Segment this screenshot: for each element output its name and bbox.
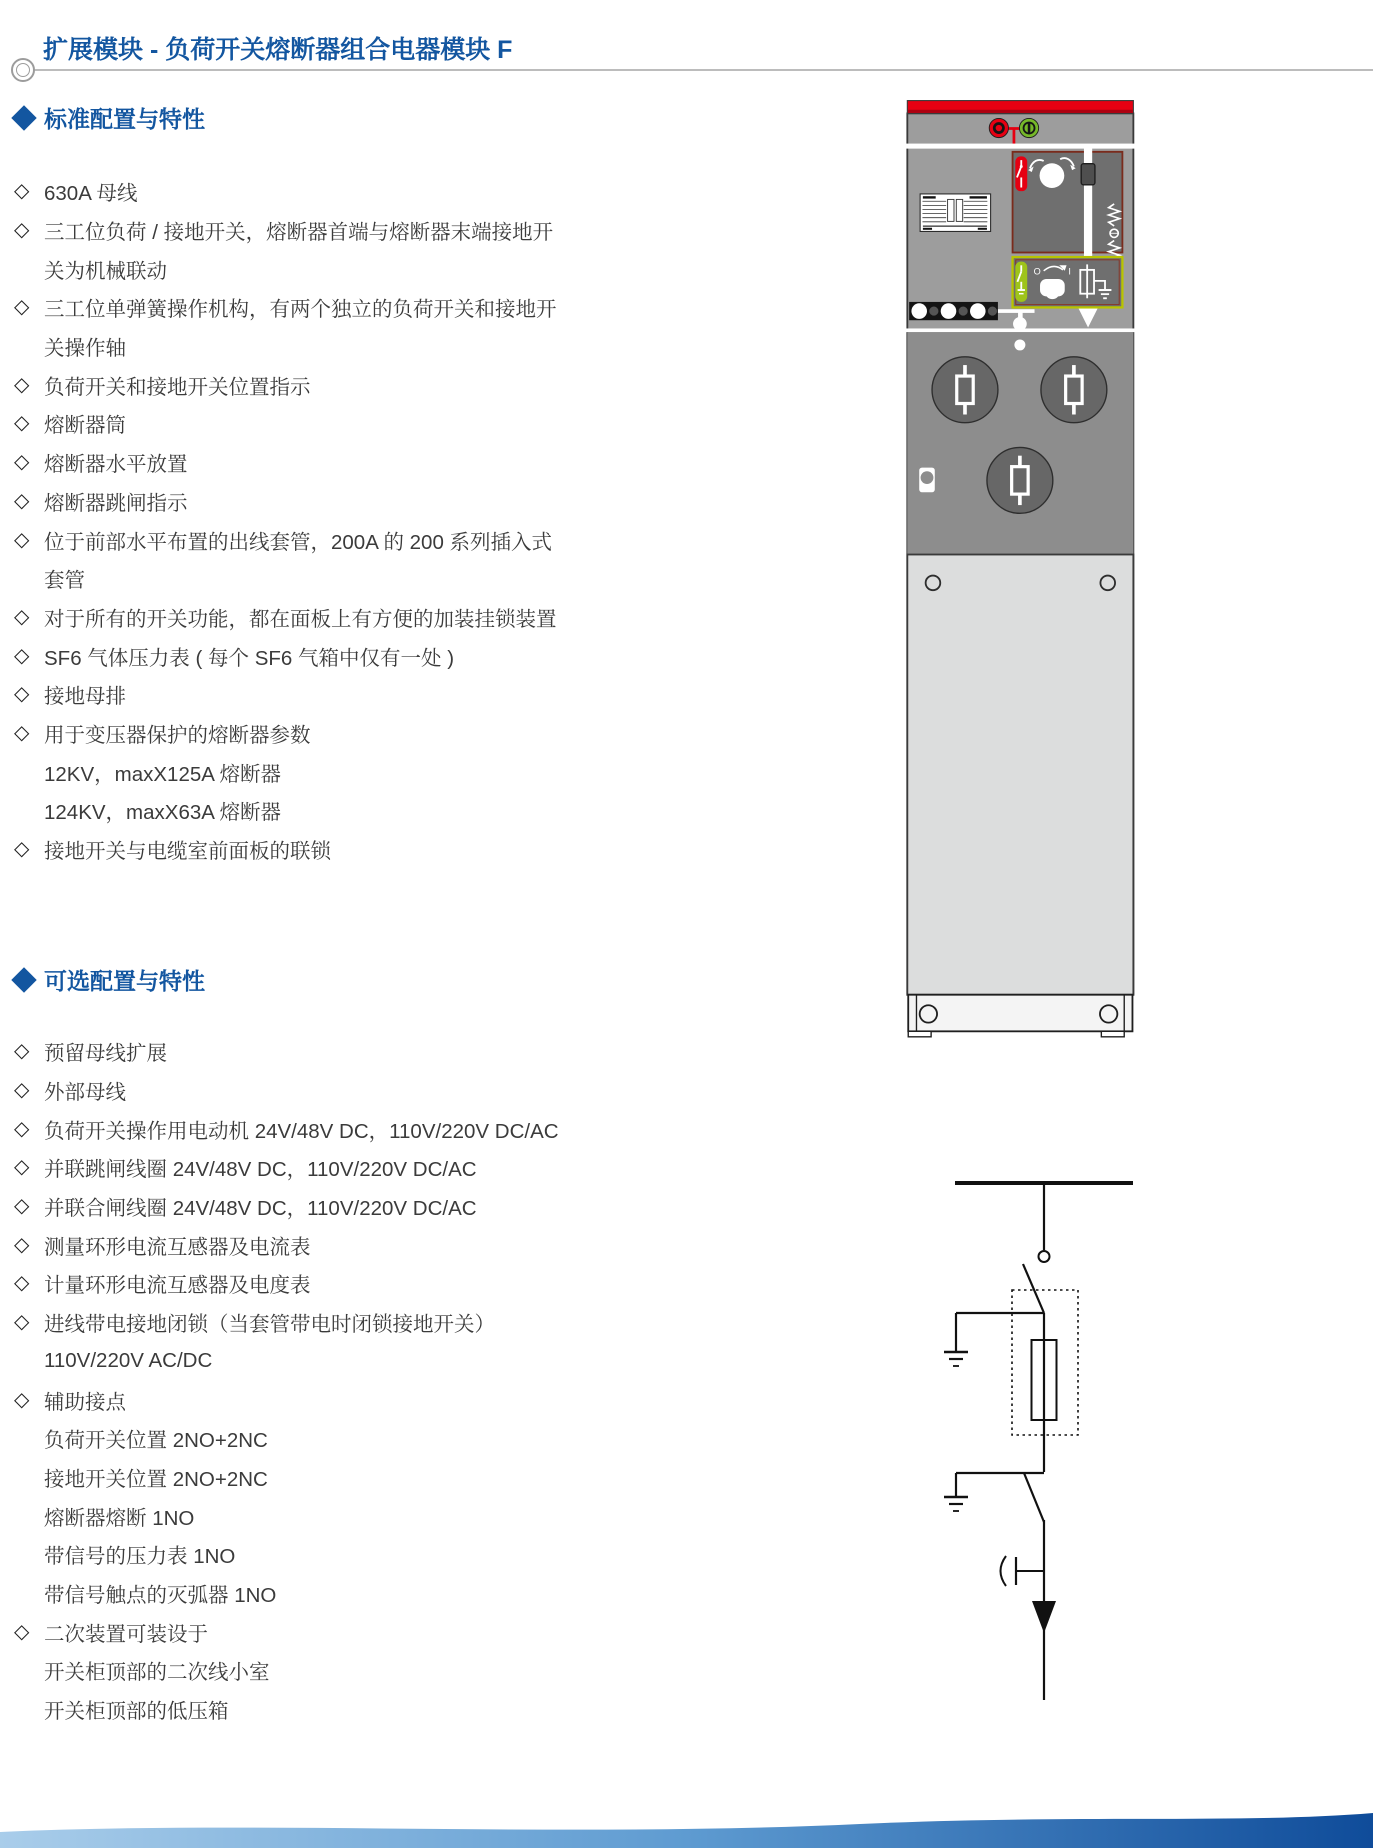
- feature-line: [14, 1187, 874, 1226]
- diamond-bullet-icon: ◇: [14, 1272, 30, 1295]
- diamond-bullet-icon: ◇: [14, 451, 30, 474]
- load-switch-blade: [1023, 1264, 1044, 1313]
- off-button-icon: [989, 118, 1008, 137]
- diamond-bullet-icon: ◇: [14, 1620, 30, 1643]
- feature-text: 负荷开关操作用电动机 24V/48V DC，110V/220V DC/AC: [44, 1119, 559, 1143]
- page-title: 扩展模块 - 负荷开关熔断器组合电器模块 F: [43, 36, 513, 64]
- feature-line: [14, 1264, 874, 1303]
- diamond-bullet-icon: ◇: [14, 219, 30, 242]
- section-heading-optional: [15, 963, 205, 996]
- diamond-bullet-icon: ◇: [14, 1388, 30, 1411]
- feature-text: 并联跳闸线圈 24V/48V DC，110V/220V DC/AC: [44, 1158, 477, 1182]
- feature-line: [14, 211, 874, 250]
- feature-line: [14, 1380, 874, 1419]
- panel-handle: [919, 468, 935, 493]
- footer-wave: [0, 1808, 1373, 1848]
- feature-line: [14, 1612, 874, 1651]
- earth-symbol: [944, 1497, 968, 1511]
- feature-text: 关为机械联动: [44, 259, 167, 283]
- operating-shaft-hole: [1040, 163, 1065, 188]
- filled-diamond-icon: [11, 967, 36, 992]
- diamond-bullet-icon: ◇: [14, 489, 30, 512]
- diamond-bullet-icon: ◇: [14, 1156, 30, 1179]
- feature-text: 辅助接点: [44, 1390, 126, 1414]
- diamond-bullet-icon: ◇: [14, 683, 30, 706]
- feature-line: [14, 288, 874, 327]
- single-line-diagram: [930, 1170, 1160, 1715]
- feature-text: 对于所有的开关功能，都在面板上有方便的加装挂锁装置: [44, 607, 557, 631]
- feature-text: 124KV，maxX63A 熔断器: [44, 801, 281, 825]
- lower-switch-blade: [1024, 1473, 1044, 1522]
- feature-text: 并联合闸线圈 24V/48V DC，110V/220V DC/AC: [44, 1197, 477, 1221]
- feature-text: 开关柜顶部的二次线小室: [44, 1661, 270, 1685]
- header-divider: [34, 69, 1373, 71]
- feature-line: [14, 636, 874, 675]
- optional-feature-list: [14, 1032, 874, 1728]
- fuse-cover-icon: [1041, 357, 1107, 423]
- feature-text: 接地开关位置 2NO+2NC: [44, 1467, 268, 1491]
- diamond-bullet-icon: ◇: [14, 180, 30, 203]
- cabinet-top-red-bar: [907, 101, 1133, 114]
- feature-text: 负荷开关位置 2NO+2NC: [44, 1429, 268, 1453]
- feature-line: [14, 1071, 874, 1110]
- feature-line: [14, 1496, 874, 1535]
- diamond-bullet-icon: ◇: [14, 1233, 30, 1256]
- feature-text: 外部母线: [44, 1081, 126, 1105]
- feature-line: [14, 830, 874, 869]
- fuse-cover-icon: [932, 357, 998, 423]
- diamond-bullet-icon: ◇: [14, 412, 30, 435]
- load-switch-position-indicator-icon: [1015, 156, 1027, 191]
- feature-line: [14, 1574, 874, 1613]
- section-heading-standard: [15, 101, 205, 134]
- diamond-bullet-icon: ◇: [14, 644, 30, 667]
- diamond-bullet-icon: ◇: [14, 721, 30, 744]
- feature-line: [14, 1032, 874, 1071]
- feature-line: [14, 791, 874, 830]
- feature-line: [14, 365, 874, 404]
- feature-text: 熔断器熔断 1NO: [44, 1506, 195, 1530]
- feature-line: [14, 1651, 874, 1690]
- feature-text: 带信号触点的灭弧器 1NO: [44, 1583, 277, 1607]
- diamond-bullet-icon: ◇: [14, 1079, 30, 1102]
- feature-line: [14, 404, 874, 443]
- feature-text: 12KV，maxX125A 熔断器: [44, 762, 281, 786]
- feature-line: [14, 1225, 874, 1264]
- feature-text: 接地开关与电缆室前面板的联锁: [44, 840, 331, 864]
- feature-text: 进线带电接地闭锁（当套管带电时闭锁接地开关）: [44, 1313, 495, 1337]
- feature-line: [14, 752, 874, 791]
- feature-line: [14, 1690, 874, 1729]
- diamond-bullet-icon: ◇: [14, 528, 30, 551]
- filled-diamond-icon: [11, 105, 36, 130]
- earth-switch-mimic-panel: [1013, 257, 1123, 307]
- feature-text: 位于前部水平布置的出线套管，200A 的 200 系列插入式: [44, 530, 553, 554]
- section-heading-text: 标准配置与特性: [44, 106, 205, 132]
- feature-text: 带信号的压力表 1NO: [44, 1545, 236, 1569]
- feature-line: [14, 1419, 874, 1458]
- feature-text: 负荷开关和接地开关位置指示: [44, 375, 311, 399]
- feature-line: [14, 675, 874, 714]
- feature-text: 预留母线扩展: [44, 1042, 167, 1066]
- feature-text: 关操作轴: [44, 337, 126, 361]
- feature-line: [14, 249, 874, 288]
- feature-line: [14, 327, 874, 366]
- feature-line: [14, 482, 874, 521]
- feature-line: [14, 1535, 874, 1574]
- feature-line: [14, 1342, 874, 1381]
- diamond-bullet-icon: ◇: [14, 838, 30, 861]
- diamond-bullet-icon: ◇: [14, 605, 30, 628]
- isolating-point: [1039, 1251, 1050, 1262]
- capacitive-tap-icon: [1001, 1556, 1045, 1586]
- feature-line: [14, 714, 874, 753]
- padlock-slot: [1081, 164, 1095, 185]
- feature-text: 熔断器水平放置: [44, 453, 188, 477]
- standard-feature-list: [14, 172, 874, 868]
- diamond-bullet-icon: ◇: [14, 373, 30, 396]
- feature-line: [14, 520, 874, 559]
- cable-compartment-cover: [907, 555, 1133, 995]
- arc-label-I: I: [1068, 266, 1071, 277]
- diamond-bullet-icon: ◇: [14, 1040, 30, 1063]
- feature-text: 测量环形电流互感器及电流表: [44, 1235, 311, 1259]
- cabinet-base: [908, 995, 1132, 1037]
- feature-line: [14, 1458, 874, 1497]
- feature-line: [14, 443, 874, 482]
- feature-line: [14, 1303, 874, 1342]
- voltage-indicator-strip: [909, 302, 998, 320]
- feature-text: 630A 母线: [44, 182, 138, 206]
- feature-text: 三工位负荷 / 接地开关，熔断器首端与熔断器末端接地开: [44, 221, 554, 245]
- feature-text: 接地母排: [44, 685, 126, 709]
- feeder-arrow: [1032, 1601, 1056, 1633]
- feature-text: SF6 气体压力表 ( 每个 SF6 气箱中仅有一处 ): [44, 646, 455, 670]
- diamond-bullet-icon: ◇: [14, 1117, 30, 1140]
- feature-text: 二次装置可装设于: [44, 1622, 208, 1646]
- feature-text: 套管: [44, 569, 85, 593]
- rating-nameplate: [920, 194, 990, 232]
- feature-text: 三工位单弹簧操作机构，有两个独立的负荷开关和接地开: [44, 298, 557, 322]
- front-white-stripe: [905, 144, 1136, 149]
- mimic-link-line: [998, 309, 1035, 313]
- fuse-cover-icon: [987, 447, 1053, 513]
- section-heading-text: 可选配置与特性: [44, 968, 205, 994]
- on-button-icon: [1019, 118, 1038, 137]
- feature-line: [14, 1148, 874, 1187]
- feature-text: 用于变压器保护的熔断器参数: [44, 723, 311, 747]
- feature-line: [14, 172, 874, 211]
- diamond-bullet-icon: ◇: [14, 1195, 30, 1218]
- feature-text: 110V/220V AC/DC: [44, 1348, 213, 1372]
- feature-line: [14, 559, 874, 598]
- arc-label-O: O: [1033, 266, 1041, 277]
- feature-line: [14, 1109, 874, 1148]
- diamond-bullet-icon: ◇: [14, 296, 30, 319]
- feature-text: 熔断器筒: [44, 414, 126, 438]
- earth-switch-position-indicator-icon: [1015, 262, 1027, 302]
- earth-symbol: [944, 1352, 968, 1366]
- divider-ring-icon: [11, 58, 35, 82]
- fuse-compartment: [905, 328, 1136, 554]
- feature-text: 开关柜顶部的低压箱: [44, 1700, 229, 1724]
- feature-text: 熔断器跳闸指示: [44, 491, 188, 515]
- switchgear-cabinet-figure: [900, 96, 1162, 1132]
- diamond-bullet-icon: ◇: [14, 1311, 30, 1334]
- feature-text: 计量环形电流互感器及电度表: [44, 1274, 311, 1298]
- feature-line: [14, 598, 874, 637]
